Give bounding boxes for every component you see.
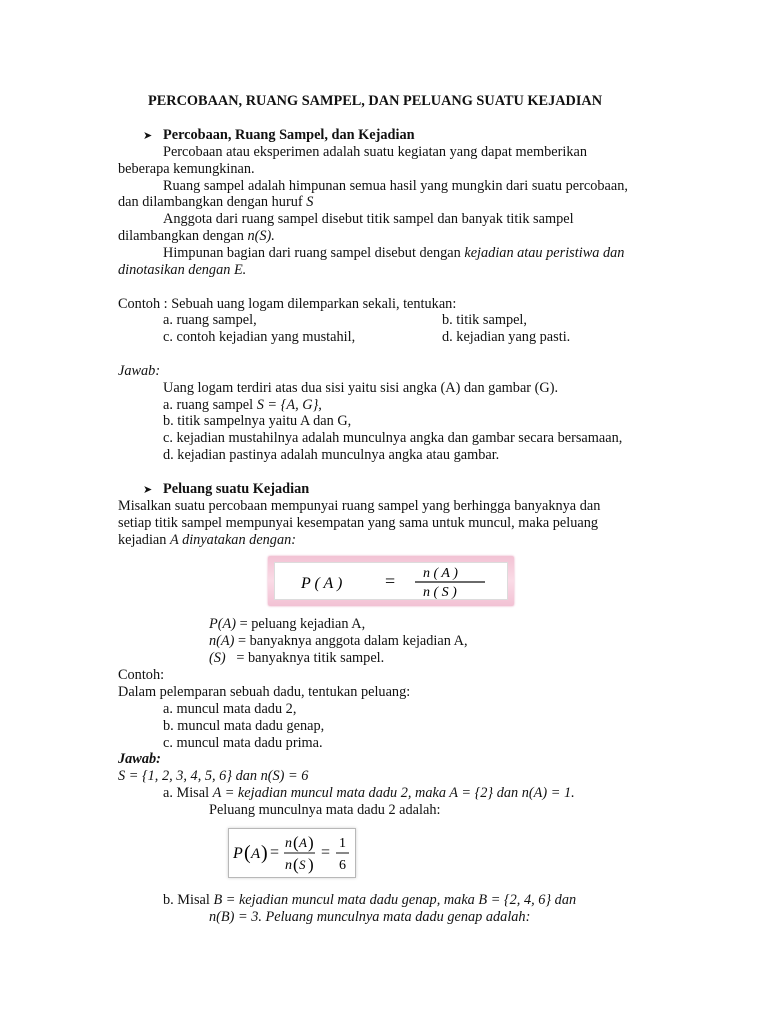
fraction-numerator: 1 xyxy=(339,836,346,851)
paragraph-line: setiap titik sampel mempunyai kesempatan yang sama untuk muncul, maka peluang xyxy=(118,515,599,531)
answer-line: b. titik sampelnya yaitu A dan G, xyxy=(163,413,352,429)
answer-line: Uang logam terdiri atas dua sisi yaitu sisi angka (A) dan gambar (G). xyxy=(163,380,559,396)
formula-denominator: n ( S ) xyxy=(423,585,457,599)
example-intro: Contoh : Sebuah uang logam dilemparkan sekali, tentukan: xyxy=(118,296,457,312)
answer-line: d. kejadian pastinya adalah munculnya angka atau gambar. xyxy=(163,447,500,463)
paragraph-line: dinotasikan dengan E. xyxy=(118,262,247,278)
paragraph-line: Ruang sampel adalah himpunan semua hasil yang mungkin dari suatu percobaan, xyxy=(163,178,628,194)
paragraph-line: kejadian A dinyatakan dengan: xyxy=(118,532,297,548)
definition-line: P(A) = peluang kejadian A, xyxy=(209,616,366,632)
paren-right-icon: ) xyxy=(261,842,268,864)
answer-line: a. Misal A = kejadian muncul mata dadu 2, maka A = {2} dan n(A) = 1. xyxy=(163,785,575,801)
formula-numerator: n ( A ) xyxy=(423,566,458,581)
paragraph-line: Himpunan bagian dari ruang sampel disebut dengan kejadian atau peristiwa dan xyxy=(163,245,625,261)
jawab-label: Jawab: xyxy=(118,751,161,767)
arrow-bullet-icon: ➤ xyxy=(143,130,153,142)
answer-line: c. kejadian mustahilnya adalah munculnya angka dan gambar secara bersamaan, xyxy=(163,430,623,446)
formula-lhs-arg: A xyxy=(251,846,261,862)
formula-numerator-arg: A xyxy=(299,835,307,850)
example-option: a. muncul mata dadu 2, xyxy=(163,701,297,717)
formula-equals: = xyxy=(270,844,280,861)
answer-line: b. Misal B = kejadian muncul mata dadu genap, maka B = {2, 4, 6} dan xyxy=(163,892,577,908)
probability-formula-box xyxy=(268,556,514,606)
probability-formula xyxy=(275,563,507,599)
section-heading-peluang: Peluang suatu Kejadian xyxy=(163,481,310,497)
paragraph-line: dan dilambangkan dengan huruf S xyxy=(118,194,314,210)
paragraph-line: Misalkan suatu percobaan mempunyai ruang sampel yang berhingga banyaknya dan xyxy=(118,498,601,514)
dice-formula xyxy=(229,829,355,877)
paren-right-icon: ) xyxy=(308,855,314,874)
definition-line: n(A) = banyaknya anggota dalam kejadian A, xyxy=(209,633,468,649)
formula-lhs: P ( A ) xyxy=(301,575,343,592)
answer-line: n(B) = 3. Peluang munculnya mata dadu genap adalah: xyxy=(209,909,531,925)
sample-space-line: S = {1, 2, 3, 4, 5, 6} dan n(S) = 6 xyxy=(118,768,309,784)
dice-formula-box xyxy=(228,828,356,878)
example-option: d. kejadian yang pasti. xyxy=(442,329,571,345)
paragraph-line: beberapa kemungkinan. xyxy=(118,161,255,177)
paragraph-line: Percobaan atau eksperimen adalah suatu kegiatan yang dapat memberikan xyxy=(163,144,587,160)
section-heading-percobaan: Percobaan, Ruang Sampel, dan Kejadian xyxy=(163,127,415,143)
paren-right-icon: ) xyxy=(308,833,314,852)
jawab-label: Jawab: xyxy=(118,363,161,379)
arrow-bullet-icon: ➤ xyxy=(143,484,153,496)
formula-lhs: P xyxy=(233,845,243,862)
paragraph-line: dilambangkan dengan n(S). xyxy=(118,228,275,244)
paren-left-icon: ( xyxy=(244,842,251,864)
example-intro: Dalam pelemparan sebuah dadu, tentukan peluang: xyxy=(118,684,411,700)
example-option: c. contoh kejadian yang mustahil, xyxy=(163,329,356,345)
page-title: PERCOBAAN, RUANG SAMPEL, DAN PELUANG SUATU KEJADIAN xyxy=(148,93,603,109)
definition-line: (S) = banyaknya titik sampel. xyxy=(209,650,385,666)
formula-equals: = xyxy=(321,844,331,861)
contoh-label: Contoh: xyxy=(118,667,165,683)
formula-denominator-arg: S xyxy=(299,857,306,872)
formula-numerator: n xyxy=(285,836,292,851)
formula-equals: = xyxy=(385,571,396,591)
example-option: b. muncul mata dadu genap, xyxy=(163,718,325,734)
formula-denominator: n xyxy=(285,858,292,873)
answer-line: a. ruang sampel S = {A, G}, xyxy=(163,397,322,413)
paren-left-icon: ( xyxy=(293,833,299,852)
fraction-denominator: 6 xyxy=(339,858,346,873)
paren-left-icon: ( xyxy=(293,855,299,874)
example-option: c. muncul mata dadu prima. xyxy=(163,735,323,751)
paragraph-line: Anggota dari ruang sampel disebut titik sampel dan banyak titik sampel xyxy=(163,211,574,227)
example-option: b. titik sampel, xyxy=(442,312,527,328)
answer-line: Peluang munculnya mata dadu 2 adalah: xyxy=(209,802,441,818)
example-option: a. ruang sampel, xyxy=(163,312,257,328)
